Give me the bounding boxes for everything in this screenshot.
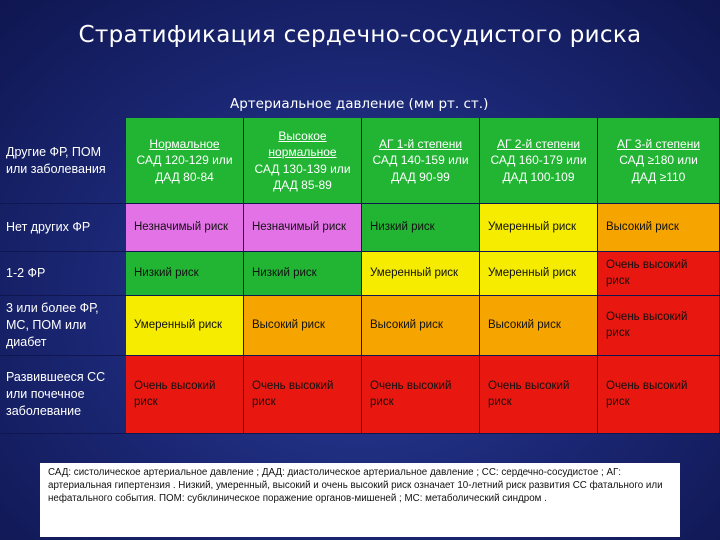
column-header-title: Высокое нормальное — [268, 129, 337, 160]
column-header-title: АГ 1-й степени — [378, 137, 463, 152]
risk-cell: Умеренный риск — [480, 252, 598, 296]
table-row — [0, 356, 720, 434]
row-label: Нет других ФР — [0, 204, 126, 252]
table-header-row — [0, 118, 720, 204]
risk-cell: Незначимый риск — [126, 204, 244, 252]
column-header-ag2 — [480, 118, 598, 204]
risk-cell: Низкий риск — [126, 252, 244, 296]
risk-cell: Очень высокий риск — [480, 356, 598, 434]
risk-cell: Очень высокий риск — [362, 356, 480, 434]
risk-cell: Очень высокий риск — [598, 296, 720, 356]
risk-cell: Умеренный риск — [480, 204, 598, 252]
column-header-ag3 — [598, 118, 720, 204]
column-header-title: АГ 3-й степени — [616, 137, 701, 152]
risk-cell: Очень высокий риск — [126, 356, 244, 434]
column-header-title: Нормальное — [149, 137, 220, 152]
column-header-range: САД 140-159 или ДАД 90-99 — [372, 153, 469, 184]
risk-table — [0, 118, 720, 434]
column-header-range: САД 160-179 или ДАД 100-109 — [490, 153, 587, 184]
risk-cell: Низкий риск — [362, 204, 480, 252]
column-header-high-normal — [244, 118, 362, 204]
risk-cell: Очень высокий риск — [598, 252, 720, 296]
row-label: Развившееся СС или почечное заболевание — [0, 356, 126, 434]
risk-cell: Высокий риск — [244, 296, 362, 356]
risk-cell: Высокий риск — [362, 296, 480, 356]
table-row — [0, 204, 720, 252]
footnote: САД: систолическое артериальное давление ; ДАД: диастолическое артериальное давление ; СС: сердечно-сосудистое ; АГ: артериальная гипертензия . Низкий, умеренный, высокий и очень высокий риск означает 10-летний риск развития СС фатального или нефатального события. ПОМ: субклиническое поражение органов-мишеней ; МС: метаболический синдром . — [40, 463, 680, 537]
column-header-title: АГ 2-й степени — [496, 137, 581, 152]
risk-cell: Высокий риск — [598, 204, 720, 252]
column-header-range: САД ≥180 или ДАД ≥110 — [619, 153, 698, 184]
risk-cell: Очень высокий риск — [598, 356, 720, 434]
table-row — [0, 296, 720, 356]
row-label: 1-2 ФР — [0, 252, 126, 296]
risk-cell: Высокий риск — [480, 296, 598, 356]
risk-cell: Умеренный риск — [126, 296, 244, 356]
slide-title: Стратификация сердечно-сосудистого риска — [78, 22, 642, 48]
risk-cell: Низкий риск — [244, 252, 362, 296]
risk-cell: Умеренный риск — [362, 252, 480, 296]
column-header-range: САД 130-139 или ДАД 85-89 — [254, 161, 351, 192]
column-header-normal — [126, 118, 244, 204]
risk-cell: Незначимый риск — [244, 204, 362, 252]
table-row — [0, 252, 720, 296]
corner-header: Другие ФР, ПОМ или заболевания — [0, 118, 126, 204]
row-label: 3 или более ФР, МС, ПОМ или диабет — [0, 296, 126, 356]
table-subtitle: Артериальное давление (мм рт. ст.) — [230, 96, 489, 112]
column-header-range: САД 120-129 или ДАД 80-84 — [136, 153, 233, 184]
risk-cell: Очень высокий риск — [244, 356, 362, 434]
column-header-ag1 — [362, 118, 480, 204]
